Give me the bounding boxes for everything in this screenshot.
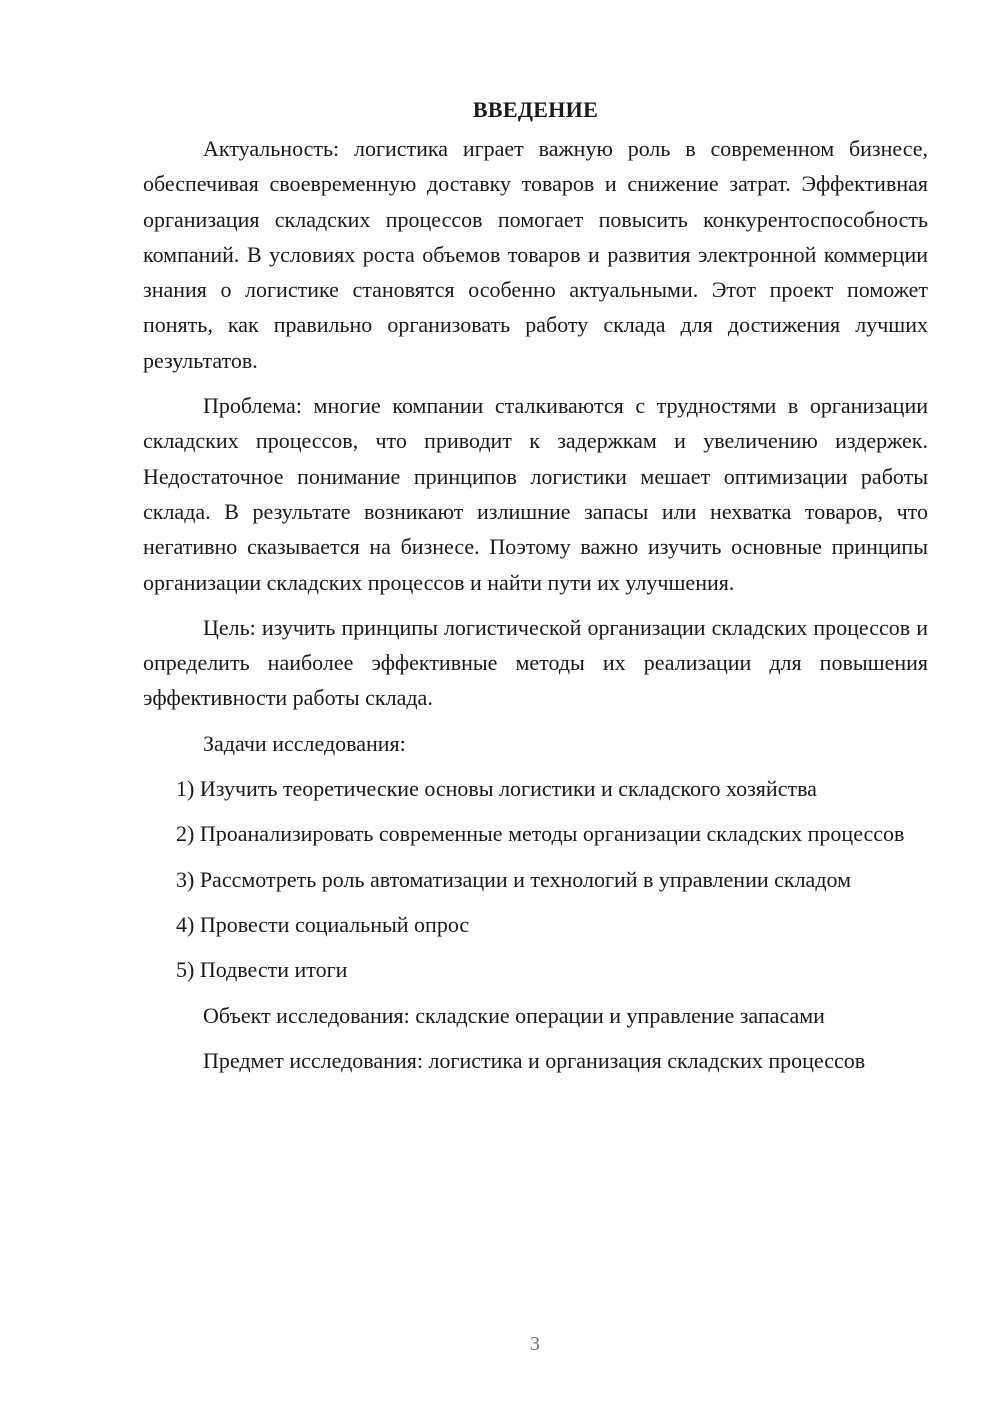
document-page	[143, 92, 928, 1088]
task-item: 1) Изучить теоретические основы логистики и складского хозяйства	[176, 776, 817, 802]
task-item: 5) Подвести итоги	[176, 957, 348, 983]
page-number: 3	[530, 1333, 540, 1355]
task-item: 2) Проанализировать современные методы организации складских процессов	[176, 821, 905, 847]
paragraph-object: Объект исследования: складские операции и управление запасами	[203, 1002, 825, 1028]
task-item: 3) Рассмотреть роль автоматизации и технологий в управлении складом	[176, 866, 852, 892]
paragraph-relevance: Актуальность: логистика играет важную роль в современном бизнесе, обеспечивая своевременную доставку товаров и снижение затрат. Эффективная организация складских процессов помогает повысить конкурентоспособность компаний. В условиях роста объемов товаров и развития электронной коммерции знания о логистике становятся особенно актуальными. Этот проект поможет понять, как правильно организовать работу склада для достижения лучших результатов.	[143, 136, 928, 373]
task-item: 4) Провести социальный опрос	[176, 911, 470, 937]
paragraph-subject: Предмет исследования: логистика и организация складских процессов	[203, 1047, 866, 1073]
paragraph-goal: Цель: изучить принципы логистической организации складских процессов и определить наиболее эффективные методы их реализации для повышения эффективности работы склада.	[143, 614, 928, 711]
tasks-heading: Задачи исследования:	[203, 730, 406, 756]
section-title: ВВЕДЕНИЕ	[472, 97, 599, 122]
paragraph-problem: Проблема: многие компании сталкиваются с трудностями в организации складских процессов, что приводит к задержкам и увеличению издержек. Недостаточное понимание принципов логистики мешает оптимизации работы склада. В результате возникают излишние запасы или нехватка товаров, что негативно сказывается на бизнесе. Поэтому важно изучить основные принципы организации складских процессов и найти пути их улучшения.	[143, 393, 928, 595]
